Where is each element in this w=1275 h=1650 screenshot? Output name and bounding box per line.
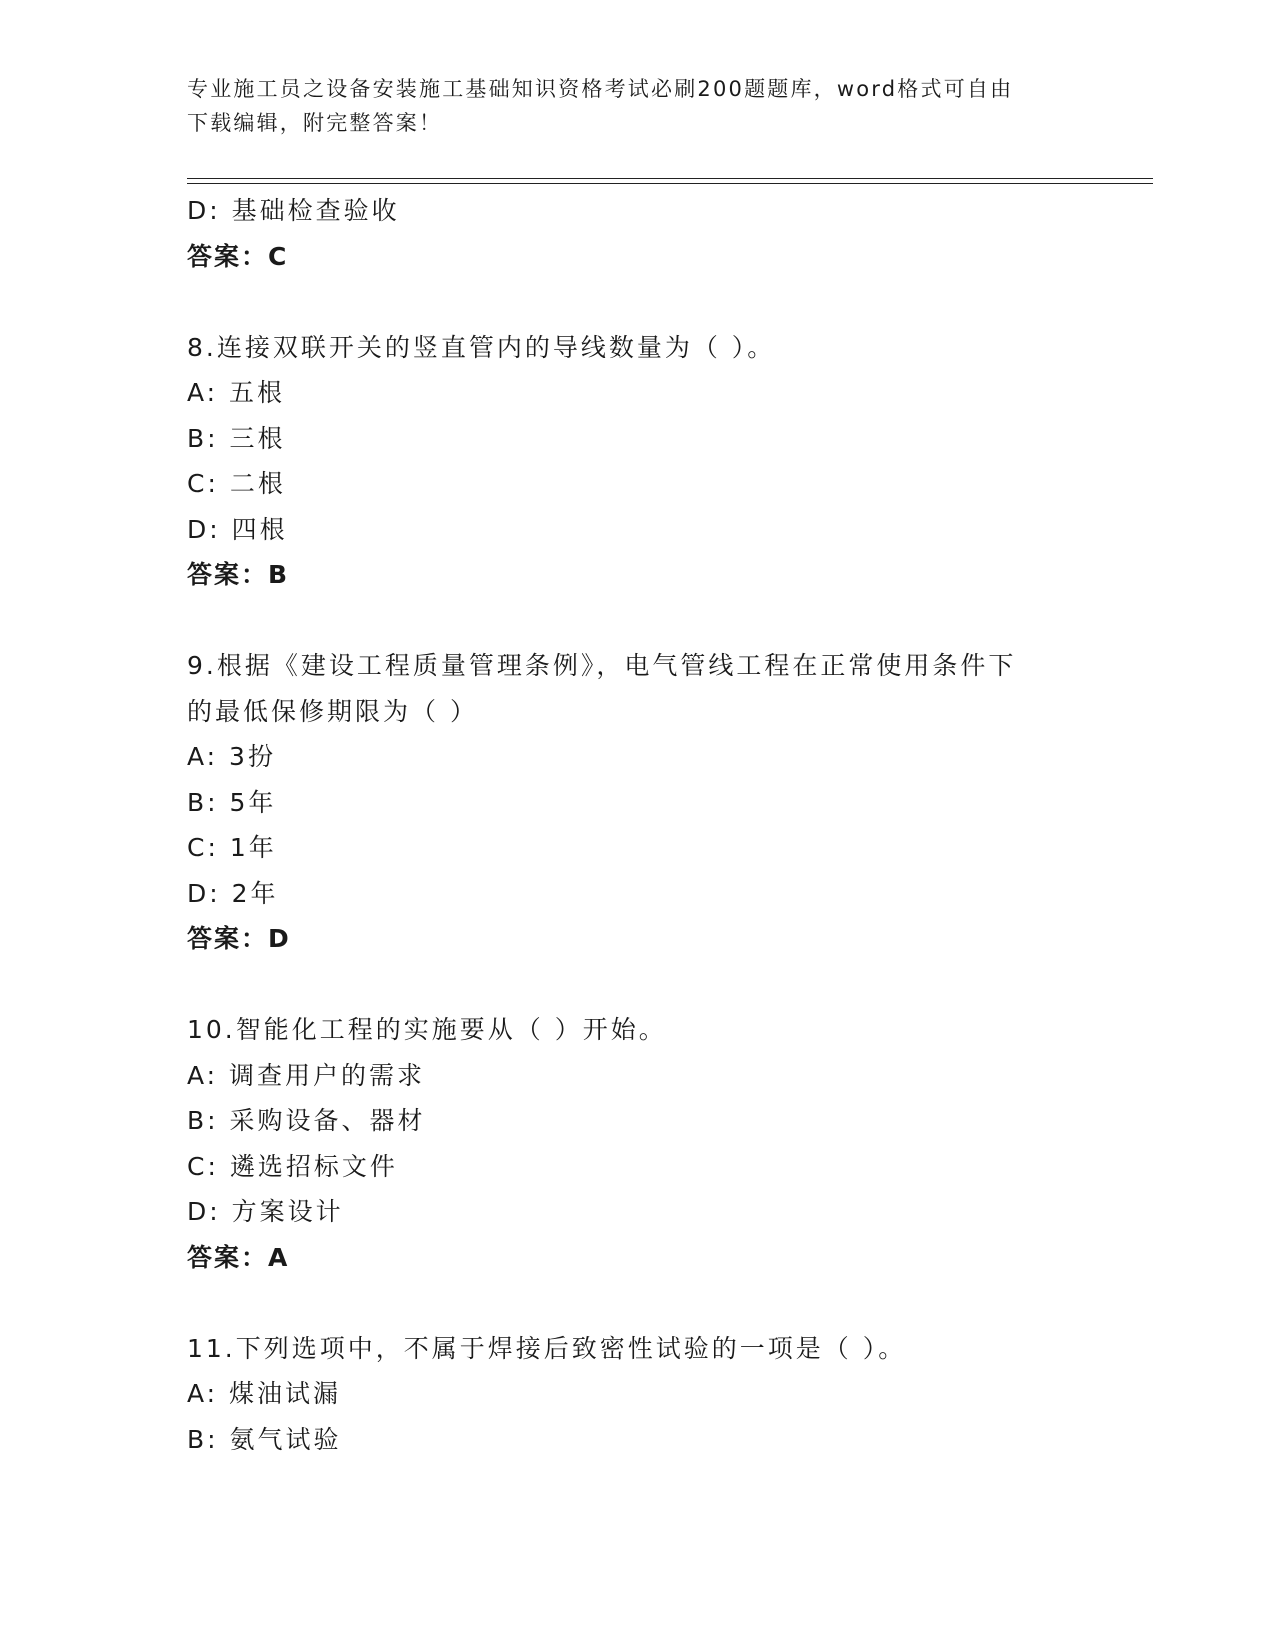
header-line-1: 专业施工员之设备安装施工基础知识资格考试必刷200题题库，word格式可自由 <box>187 77 1014 101</box>
q9-option-d: D: 2年 <box>187 878 279 908</box>
header-rule-bottom <box>187 183 1153 184</box>
q10-question: 10.智能化工程的实施要从（ ）开始。 <box>187 1015 667 1044</box>
q11-option-a: A: 煤油试漏 <box>187 1379 342 1408</box>
q10-option-c: C: 遴选招标文件 <box>187 1151 398 1181</box>
q9-option-c: C: 1年 <box>187 833 277 862</box>
q10-option-a: A: 调查用户的需求 <box>187 1060 426 1090</box>
q8-option-d: D: 四根 <box>187 514 288 544</box>
q10-answer: 答案：A <box>187 1242 290 1272</box>
q7-option-d: D: 基础检查验收 <box>187 196 400 225</box>
document-header <box>187 72 1087 140</box>
question-content <box>187 188 1087 1462</box>
q9-option-a: A: 3扮 <box>187 742 276 771</box>
header-rule-top <box>187 178 1153 179</box>
spacer <box>187 279 1087 325</box>
q8-answer: 答案：B <box>187 560 290 589</box>
spacer <box>187 1280 1087 1326</box>
q9-question-line-2: 的最低保修期限为（ ） <box>187 696 478 726</box>
q8-question: 8.连接双联开关的竖直管内的导线数量为（ ）。 <box>187 332 776 362</box>
q7-answer: 答案：C <box>187 241 289 271</box>
q8-option-a: A: 五根 <box>187 378 286 407</box>
q11-question: 11.下列选项中，不属于焊接后致密性试验的一项是（ ）。 <box>187 1333 907 1363</box>
q10-option-b: B: 采购设备、器材 <box>187 1106 426 1135</box>
spacer <box>187 962 1087 1008</box>
q10-option-d: D: 方案设计 <box>187 1197 344 1226</box>
q9-answer: 答案：D <box>187 924 291 953</box>
header-line-2: 下载编辑，附完整答案！ <box>187 111 443 135</box>
spacer <box>187 598 1087 644</box>
q8-option-b: B: 三根 <box>187 423 286 453</box>
q8-option-c: C: 二根 <box>187 469 286 498</box>
q9-option-b: B: 5年 <box>187 787 277 817</box>
q11-option-b: B: 氨气试验 <box>187 1424 342 1454</box>
q9-question-line-1: 9.根据《建设工程质量管理条例》，电气管线工程在正常使用条件下 <box>187 651 1017 680</box>
